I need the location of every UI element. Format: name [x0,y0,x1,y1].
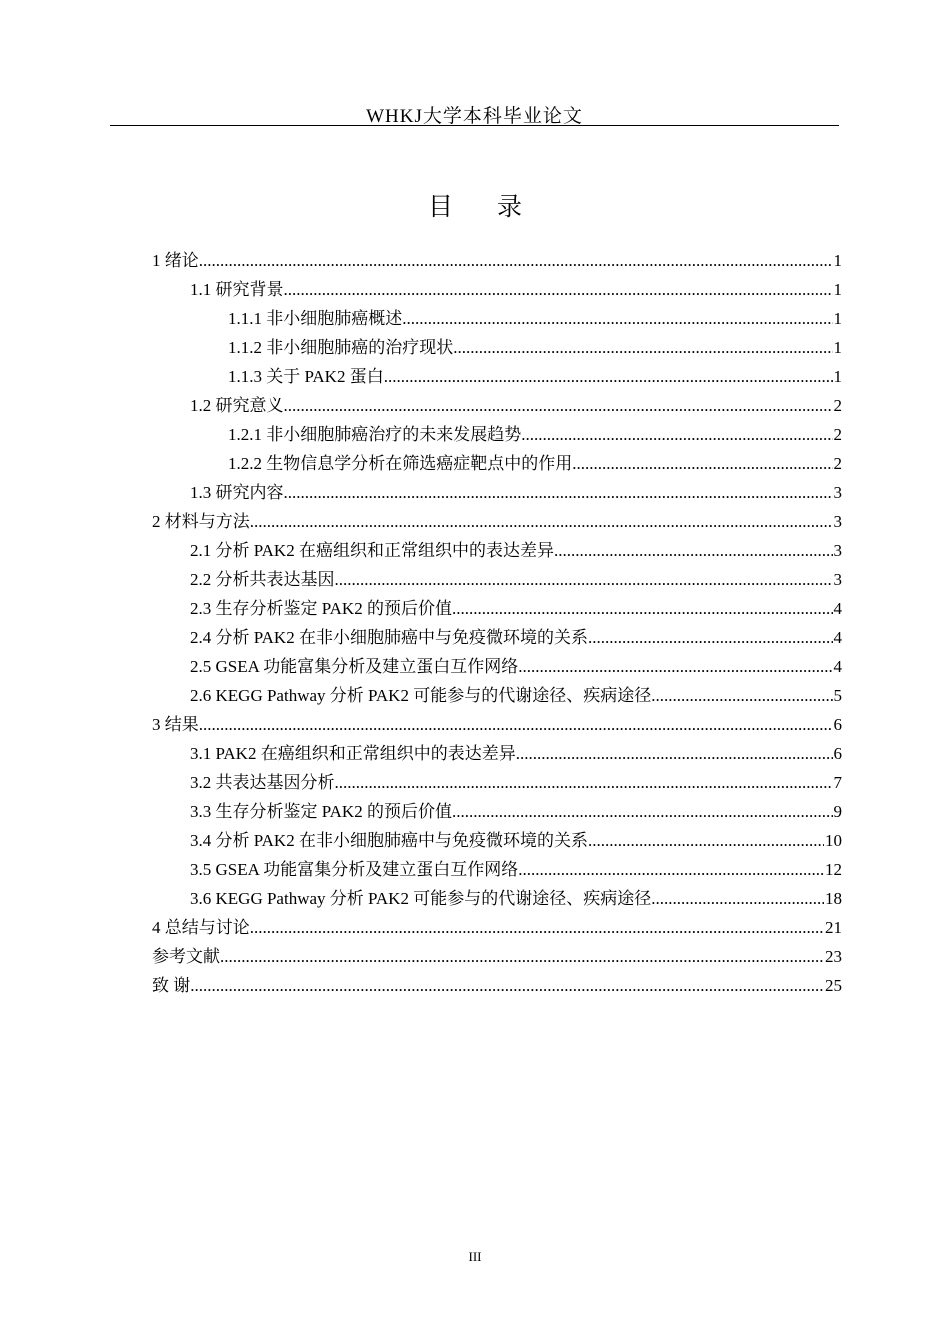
page-header: WHKJ大学本科毕业论文 [366,106,583,127]
toc-entry-page: 4 [833,628,842,647]
dot-leader [452,594,833,623]
toc-entry-1-3[interactable] [190,478,842,507]
dot-leader [518,652,832,681]
toc-entry-page: 12 [825,860,842,879]
dot-leader [518,855,824,884]
toc-entry-page: 1 [833,309,842,328]
dot-leader [572,449,832,478]
dot-leader [651,884,824,913]
dot-leader [554,536,833,565]
toc-entry-3-3[interactable] [190,797,842,826]
toc-entry-page: 3 [833,541,842,560]
toc-entry-1-1[interactable] [190,275,842,304]
toc-entry-label: 2.5 GSEA 功能富集分析及建立蛋白互作网络 [190,657,519,676]
dot-leader [452,797,833,826]
toc-entry-2-4[interactable] [190,623,842,652]
toc-entry-page: 21 [825,918,842,937]
toc-entry-3-2[interactable] [190,768,842,797]
dot-leader [588,826,824,855]
dot-leader [284,478,833,507]
dot-leader [384,362,833,391]
toc-entry-page: 9 [833,802,842,821]
toc-entry-label: 1.3 研究内容 [190,483,284,502]
toc-entry-3-4[interactable] [190,826,842,855]
toc-entry-page: 25 [825,976,842,995]
dot-leader [250,913,824,942]
toc-entry-label: 致 谢 [152,976,191,995]
toc-entry-1-2-1[interactable] [228,420,842,449]
dot-leader [220,942,824,971]
toc-entry-label: 2 材料与方法 [152,512,250,531]
page-number: III [468,1249,482,1264]
toc-entry-page: 2 [833,454,842,473]
dot-leader [335,565,833,594]
toc-entry-page: 3 [833,512,842,531]
toc-entry-page: 2 [833,425,842,444]
toc-entry-label: 3 结果 [152,715,199,734]
toc-entry-label: 2.2 分析共表达基因 [190,570,335,589]
toc-entry-label: 1.1 研究背景 [190,280,284,299]
toc-entry-page: 23 [825,947,842,966]
toc-entry-label: 2.3 生存分析鉴定 PAK2 的预后价值 [190,599,452,618]
dot-leader [250,507,833,536]
toc-entry-page: 18 [825,889,842,908]
toc-entry-1-2-2[interactable] [228,449,842,478]
toc-entry-2-3[interactable] [190,594,842,623]
dot-leader [284,391,833,420]
toc-entry-2-5[interactable] [190,652,842,681]
toc-entry-2-2[interactable] [190,565,842,594]
toc-entry-label: 3.2 共表达基因分析 [190,773,335,792]
toc-entry-1-1-3[interactable] [228,362,842,391]
toc-entry-page: 6 [833,744,842,763]
toc-entry-1-2[interactable] [190,391,842,420]
toc-entry-3[interactable] [152,710,842,739]
toc-entry-1[interactable] [152,246,842,275]
toc-entry-label: 1.2.1 非小细胞肺癌治疗的未来发展趋势 [228,425,522,444]
toc-entry-label: 3.6 KEGG Pathway 分析 PAK2 可能参与的代谢途径、疾病途径 [190,889,652,908]
toc-entry-label: 2.6 KEGG Pathway 分析 PAK2 可能参与的代谢途径、疾病途径 [190,686,652,705]
toc-entry-page: 1 [833,251,842,270]
dot-leader [402,304,832,333]
toc-entry-page: 1 [833,280,842,299]
toc-entry-page: 4 [833,657,842,676]
toc-entry-3-6[interactable] [190,884,842,913]
toc-entry-label: 3.1 PAK2 在癌组织和正常组织中的表达差异 [190,744,516,763]
toc-entry-label: 3.4 分析 PAK2 在非小细胞肺癌中与免疫微环境的关系 [190,831,588,850]
toc-entry-label: 1 绪论 [152,251,199,270]
toc-entry-page: 5 [833,686,842,705]
toc-entry-label: 2.1 分析 PAK2 在癌组织和正常组织中的表达差异 [190,541,554,560]
dot-leader [521,420,832,449]
toc-entry-label: 1.2.2 生物信息学分析在筛选癌症靶点中的作用 [228,454,573,473]
dot-leader [190,971,824,1000]
toc-entry-label: 参考文献 [152,947,220,966]
toc-entry-page: 7 [833,773,842,792]
header-rule [110,125,839,126]
toc-entry-page: 3 [833,483,842,502]
toc-entry-label: 3.3 生存分析鉴定 PAK2 的预后价值 [190,802,452,821]
dot-leader [284,275,833,304]
dot-leader [651,681,832,710]
toc-entry-label: 1.2 研究意义 [190,396,284,415]
toc-entry-page: 6 [833,715,842,734]
dot-leader [335,768,833,797]
toc-entry-3-5[interactable] [190,855,842,884]
dot-leader [453,333,832,362]
toc-entry-acknowledgements[interactable] [152,971,842,1000]
toc-entry-label: 2.4 分析 PAK2 在非小细胞肺癌中与免疫微环境的关系 [190,628,588,647]
dot-leader [199,246,833,275]
toc-entry-page: 3 [833,570,842,589]
toc-entry-label: 1.1.1 非小细胞肺癌概述 [228,309,403,328]
toc-entry-label: 1.1.2 非小细胞肺癌的治疗现状 [228,338,454,357]
toc-entry-1-1-1[interactable] [228,304,842,333]
toc-entry-page: 10 [825,831,842,850]
toc-entry-1-1-2[interactable] [228,333,842,362]
toc-entry-label: 4 总结与讨论 [152,918,250,937]
toc-entry-2-6[interactable] [190,681,842,710]
toc-entry-2-1[interactable] [190,536,842,565]
toc-entry-label: 3.5 GSEA 功能富集分析及建立蛋白互作网络 [190,860,519,879]
toc-entry-references[interactable] [152,942,842,971]
toc-entry-page: 1 [833,338,842,357]
dot-leader [199,710,833,739]
toc-entry-3-1[interactable] [190,739,842,768]
toc-title: 目 录 [428,192,540,221]
toc-entry-label: 1.1.3 关于 PAK2 蛋白 [228,367,384,386]
toc-entry-4[interactable] [152,913,842,942]
toc-entry-2[interactable] [152,507,842,536]
toc-entry-page: 1 [833,367,842,386]
toc-entry-page: 2 [833,396,842,415]
dot-leader [588,623,833,652]
dot-leader [516,739,833,768]
toc-entry-page: 4 [833,599,842,618]
